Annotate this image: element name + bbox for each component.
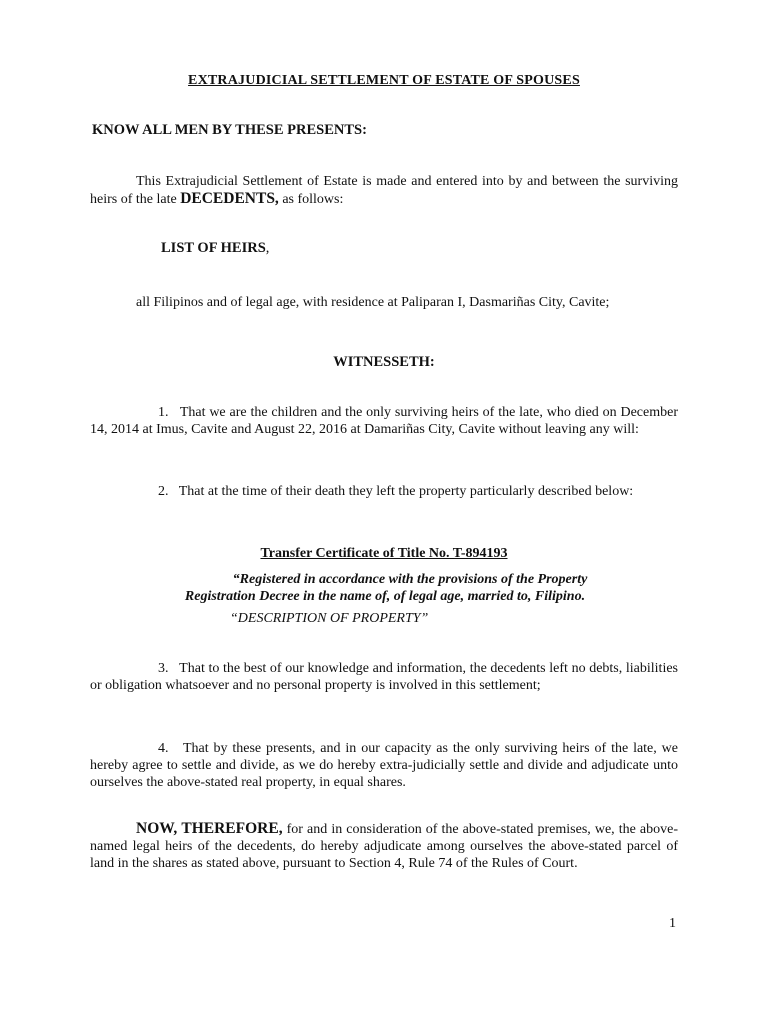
list-of-heirs-heading — [161, 240, 269, 257]
document-title: EXTRAJUDICIAL SETTLEMENT OF ESTATE OF SPOUSES — [188, 73, 580, 88]
registered-clause — [100, 571, 670, 605]
description-of-property: “DESCRIPTION OF PROPERTY” — [230, 611, 429, 626]
registered-line-2: Registration Decree in the name of, of legal age, married to, Filipino. — [184, 589, 586, 604]
item-1-number: 1. — [158, 405, 169, 420]
item-3-number: 3. — [158, 661, 169, 676]
item-1-paragraph — [90, 404, 678, 438]
list-of-heirs-comma: , — [265, 240, 270, 256]
item-4-number: 4. — [158, 741, 169, 756]
intro-text-before: This Extrajudicial Settlement of Estate is made and entered into by and between the surviving heirs of the late — [90, 174, 678, 207]
page-number: 1 — [669, 916, 676, 931]
item-3-text: That to the best of our knowledge and information, the decedents left no debts, liabilities or obligation whatsoever and no personal property is involved in this settlement; — [90, 661, 678, 693]
intro-text-after: as follows: — [278, 192, 344, 207]
list-of-heirs-label: LIST OF HEIRS — [161, 240, 266, 256]
now-therefore-paragraph — [90, 820, 678, 872]
residence-text: all Filipinos and of legal age, with residence at Paliparan I, Dasmariñas City, Cavite; — [136, 295, 610, 310]
registered-line-1: “Registered in accordance with the provisions of the Property — [232, 572, 588, 587]
now-therefore-bold: NOW, THEREFORE, — [136, 820, 283, 837]
item-2-number: 2. — [158, 484, 169, 499]
intro-paragraph — [90, 173, 678, 208]
intro-decedents: DECEDENTS, — [180, 190, 279, 207]
now-therefore-text: for and in consideration of the above-stated premises, we, the above-named legal heirs of the decedents, do hereby adjudicate among ourselves the above-stated parcel of land in the shares as stated above, pursuant to Section 4, Rule 74 of the Rules of Court. — [90, 822, 678, 871]
item-1-text: That we are the children and the only surviving heirs of the late, who died on December 14, 2014 at Imus, Cavite and August 22, 2016 at Damariñas City, Cavite without leaving any will: — [90, 405, 679, 437]
item-2-text: That at the time of their death they left the property particularly described below: — [178, 484, 634, 499]
residence-paragraph — [90, 294, 678, 311]
tct-heading: Transfer Certificate of Title No. T-894193 — [260, 546, 508, 561]
know-all-heading: KNOW ALL MEN BY THESE PRESENTS: — [92, 122, 367, 138]
item-3-paragraph — [90, 660, 678, 694]
witnesseth-heading: WITNESSETH: — [333, 354, 435, 370]
item-2-paragraph — [90, 483, 678, 500]
item-4-text: That by these presents, and in our capacity as the only surviving heirs of the late, we hereby agree to settle and divide, as we do hereby extra-judicially settle and divide and adjudicate unto ourselves the above-stated real property, in equal shares. — [90, 741, 678, 790]
item-4-paragraph — [90, 740, 678, 791]
